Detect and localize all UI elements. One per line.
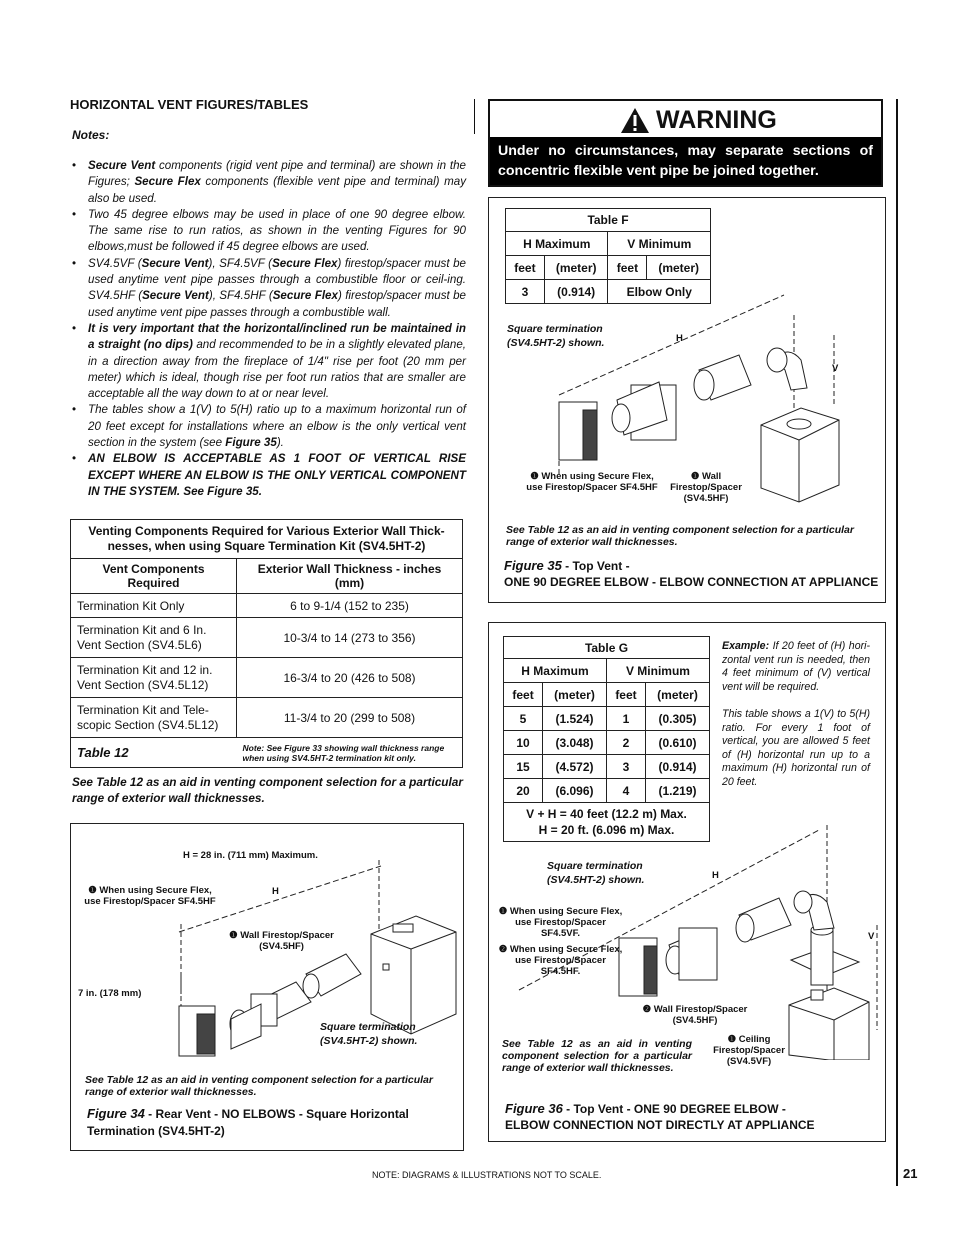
figure-34-caption: Figure 34 - Rear Vent - NO ELBOWS - Square Horizontal Termination (SV4.5HT-2) xyxy=(87,1106,409,1138)
fig36-square-term: Square termination (SV4.5HT-2) shown. xyxy=(547,860,645,886)
fig36-see-table: See Table 12 as an aid in venting component selection for a particular range of exterior wall thicknesses. xyxy=(502,1038,692,1074)
notes-list xyxy=(72,158,466,500)
warning-title: WARNING xyxy=(656,106,777,134)
table-g: Table G H Maximum V Minimum feet (meter) feet (meter) 5 (1.524) 1 (0.305) 10 (3.048) 2 (0.610) 15 (4.572) 3 (0.914) 20 (6.096) 4 (1.219) V + H = 40 feet (12.2 m) Max. H = 20 ft. (6.096 m) Max. xyxy=(503,636,710,842)
table-row: 10 (3.048) 2 (0.610) xyxy=(504,731,710,755)
table-12-title: Venting Components Required for Various Exterior Wall Thick-nesses, when using Square Termination Kit (SV4.5HT-2) xyxy=(71,520,463,559)
note-item: • AN ELBOW IS ACCEPTABLE AS 1 FOOT OF VERTICAL RISE EXCEPT WHERE AN ELBOW IS THE ONLY VERTICAL COMPONENT IN THE SYSTEM. See Figure 35. xyxy=(72,451,466,500)
fig36-ceiling-firestop: ❶ Ceiling Firestop/Spacer (SV4.5VF) xyxy=(713,1034,785,1067)
table-f-title: Table F xyxy=(506,209,711,232)
note-item: • Secure Vent components (rigid vent pipe and terminal) are shown in the Figures; Secure Flex components (flexible vent pipe and terminal) may also be used. xyxy=(72,158,466,207)
note-item: • Two 45 degree elbows may be used in place of one 90 degree elbow. The same rise to run ratios, as shown in the venting Figures for 90 elbows,must be followed if 45 degree elbows are used. xyxy=(72,207,466,256)
footnote: NOTE: DIAGRAMS & ILLUSTRATIONS NOT TO SCALE. xyxy=(372,1170,602,1180)
fig36-wall-firestop: ❷ Wall Firestop/Spacer (SV4.5HF) xyxy=(642,1004,748,1026)
note-item: • It is very important that the horizontal/inclined run be maintained in a straight (no dips) and recommended to be in a slightly elevated plane, in a direction away from the fireplace of 1/4" rise per foot (20 mm per meter) which is ideal, though rise per foot run ratios that are smaller are acceptable all the way down to at or near level. xyxy=(72,321,466,402)
warning-body: Under no circumstances, may separate sections of concentric flexible vent pipe be joined together. xyxy=(490,137,881,185)
section-title: HORIZONTAL VENT FIGURES/TABLES xyxy=(70,97,309,112)
table-12 xyxy=(70,519,463,768)
fig35-secure-flex-note: ❶ When using Secure Flex, use Firestop/Spacer SF4.5HF xyxy=(526,471,658,493)
fig35-h-label: H xyxy=(676,333,683,344)
right-margin-rule xyxy=(896,99,898,1186)
figure-36-caption: Figure 36 - Top Vent - ONE 90 DEGREE ELBOW - ELBOW CONNECTION NOT DIRECTLY AT APPLIANCE xyxy=(505,1101,815,1132)
figure-35-caption: Figure 35 - Top Vent - ONE 90 DEGREE ELBOW - ELBOW CONNECTION AT APPLIANCE xyxy=(504,558,879,589)
fig34-seven-in: 7 in. (178 mm) xyxy=(78,988,142,999)
fig35-square-term: Square termination (SV4.5HT-2) shown. xyxy=(507,323,605,349)
table-12-col2: Exterior Wall Thickness - inches (mm) xyxy=(237,559,463,594)
fig34-h-max: H = 28 in. (711 mm) Maximum. xyxy=(183,850,318,861)
fig36-note-1: ❶ When using Secure Flex, use Firestop/Spacer SF4.5VF. xyxy=(498,906,623,939)
see-table-12-text: See Table 12 as an aid in venting component selection for a particular range of exterior wall thicknesses. xyxy=(72,775,463,805)
table-row: Termination Kit and 6 In. Vent Section (SV4.5L6) 10-3/4 to 14 (273 to 356) xyxy=(71,618,463,658)
table-row: Termination Kit Only 6 to 9-1/4 (152 to 235) xyxy=(71,594,463,618)
table-row: Termination Kit and 12 in. Vent Section (SV4.5L12) 16-3/4 to 20 (426 to 508) xyxy=(71,658,463,698)
warning-triangle-icon xyxy=(620,106,650,134)
fig36-h-label: H xyxy=(712,870,719,881)
table-12-note: Note: See Figure 33 showing wall thickness range when using SV4.5HT-2 termination kit only. xyxy=(237,738,463,768)
example-text: Example: If 20 feet of (H) hori-zontal vent run is needed, then 4 feet minimum of (V) vertical vent will be required. This table shows a 1(V) to 5(H) ratio. For every 1 foot of vertical, you are allowed 5 feet of (H) horizontal run up to a maximum (H) horizontal run of 20 feet. xyxy=(722,640,870,788)
table-12-label: Table 12 xyxy=(71,738,237,768)
fig36-note-2: ❷ When using Secure Flex, use Firestop/Spacer SF4.5HF. xyxy=(498,944,623,977)
fig36-v-label: V xyxy=(868,931,875,942)
fig35-wall-firestop: ❶ Wall Firestop/Spacer (SV4.5HF) xyxy=(670,471,742,504)
fig34-square-term: Square termination (SV4.5HT-2) shown. xyxy=(320,1021,418,1047)
table-row: 3 (0.914) Elbow Only xyxy=(506,280,711,304)
fig35-v-label: V xyxy=(832,363,839,374)
fig34-h-label: H xyxy=(272,886,279,897)
table-g-title: Table G xyxy=(504,637,710,659)
fig34-secure-flex-note: ❶ When using Secure Flex, use Firestop/Spacer SF4.5HF xyxy=(84,885,216,907)
fig34-see-table: See Table 12 as an aid in venting component selection for a particular range of exterior wall thicknesses. xyxy=(85,1074,433,1098)
note-item: • The tables show a 1(V) to 5(H) ratio up to a maximum horizontal run of 20 feet except for installations where an elbow is the only vertical vent section in the system (see Figure 35). xyxy=(72,402,466,451)
column-divider xyxy=(474,99,475,134)
note-item: • SV4.5VF (Secure Vent), SF4.5VF (Secure Flex) firestop/spacer must be used anytime vent pipe passes through a combustible floor or ceil-ing. SV4.5HF (Secure Vent), SF4.5HF (Secure Flex) firestop/spacer must be used anytime vent pipe passes through a combustible wall. xyxy=(72,256,466,321)
fig35-see-table: See Table 12 as an aid in venting component selection for a particular range of exterior wall thicknesses. xyxy=(506,524,854,548)
fig34-wall-firestop: ❶ Wall Firestop/Spacer (SV4.5HF) xyxy=(229,930,334,952)
table-12-col1: Vent Components Required xyxy=(71,559,237,594)
table-row: 15 (4.572) 3 (0.914) xyxy=(504,755,710,779)
table-row: 20 (6.096) 4 (1.219) xyxy=(504,779,710,803)
notes-heading: Notes: xyxy=(72,128,110,142)
table-row: 5 (1.524) 1 (0.305) xyxy=(504,707,710,731)
page-number: 21 xyxy=(903,1166,918,1181)
table-f: Table F H Maximum V Minimum feet (meter) feet (meter) 3 (0.914) Elbow Only xyxy=(505,208,711,304)
table-row: Termination Kit and Tele-scopic Section (SV4.5L12) 11-3/4 to 20 (299 to 508) xyxy=(71,698,463,738)
